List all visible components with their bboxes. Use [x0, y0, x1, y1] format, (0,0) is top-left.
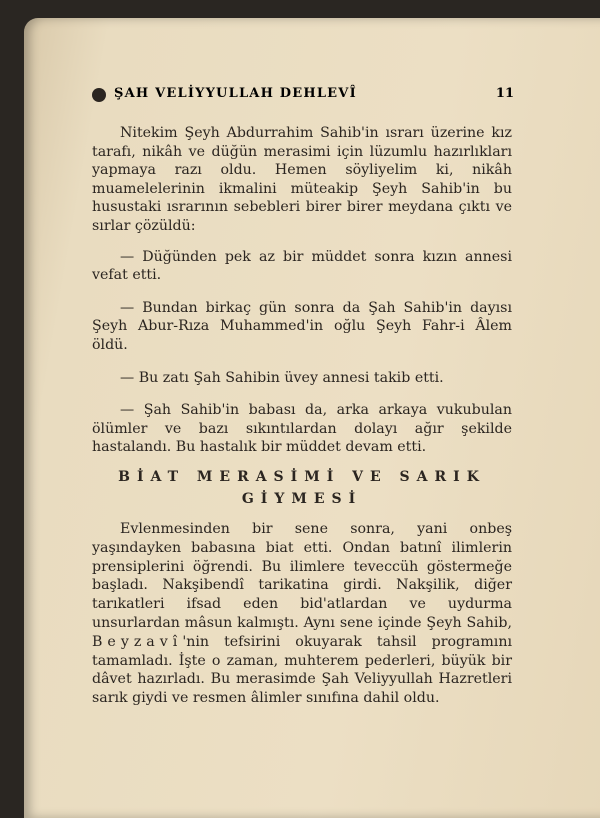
paragraph: — Bu zatı Şah Sahibin üvey annesi takib etti.: [120, 369, 444, 386]
paragraph: — Düğünden pek az bir müddet sonra kızın annesi vefat etti.: [92, 248, 512, 284]
paragraph: — Bundan birkaç gün sonra da Şah Sahib'in dayısı Şeyh Abur-Rıza Muhammed'in oğlu Şeyh Fahr-i Âlem öldü.: [92, 299, 512, 353]
section-body: [92, 520, 512, 708]
section-heading: [92, 466, 512, 510]
section-text-part2: 'nin tefsirini okuyarak tahsil programını tamamladı. İşte o zaman, muhterem pederleri, büyük bir dâvet hazırladı. Bu merasimde Şah Veliyyullah Hazretleri sarık giydi ve resmen âlimler sınıfına dahil oldu.: [92, 633, 512, 707]
spaced-name: Beyzavî: [92, 633, 183, 650]
running-title: ŞAH VELİYYULLAH DEHLEVÎ: [114, 86, 357, 101]
page-number: 11: [495, 86, 514, 101]
paragraph: — Şah Sahib'in babası da, arka arkaya vukubulan ölümler ve bazı sıkıntılardan dolayı ağır şekilde hastalandı. Bu hastalık bir müddet devam etti.: [92, 402, 512, 456]
page-header: [92, 86, 514, 108]
section-heading-line: GİYMESİ: [241, 491, 363, 507]
paragraph: Nitekim Şeyh Abdurrahim Sahib'in ısrarı üzerine kız tarafı, nikâh ve düğün merasimi için lüzumlu hazırlıkları yapmaya razı oldu. Hemen söyliyelim ki, nikâh muamelelerinin ikmalini müteakip Şeyh Sahib'in bu husustaki ısrarının sebebleri birer birer meydana çıktı ve sırlar çözüldü:: [92, 125, 512, 234]
section-text-part1: Evlenmesinden bir sene sonra, yani onbeş yaşındayken babasına biat etti. Ondan batınî ilimlerin prensiplerini öğrendi. Bu ilimlere teveccüh göstermeğe başladı. Nakşibendî tarikatina girdi. Nakşilik, diğer tarıkatleri ifsad eden bid'atlardan ve uydurma unsurlardan mâsun kalmıştı. Aynı sene içinde Şeyh Sahib,: [92, 521, 512, 631]
bullet-icon: [92, 88, 106, 102]
body-text: [92, 124, 512, 471]
section-paragraph: [92, 520, 512, 708]
section-heading-line: BİAT MERASİMİ VE SARIK: [118, 469, 486, 485]
